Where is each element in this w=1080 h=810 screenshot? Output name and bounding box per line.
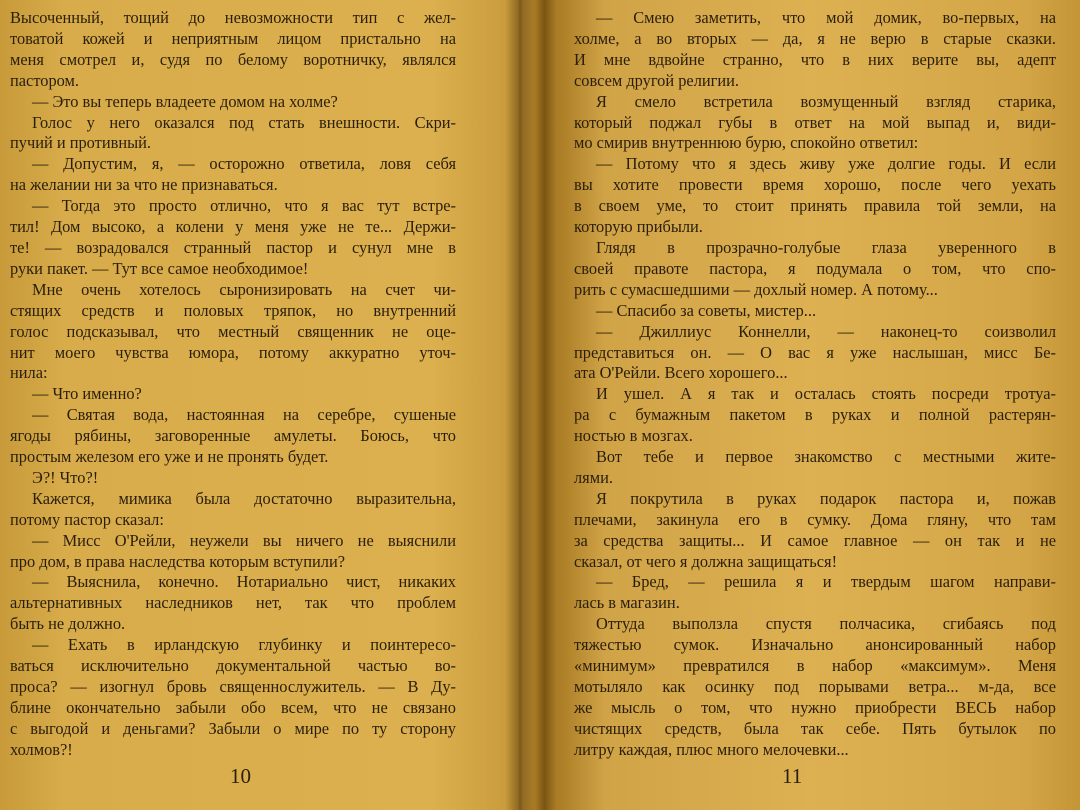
text-line: за средства защиты... И самое главное — он так и не bbox=[574, 530, 1056, 550]
text-line: — Святая вода, настоянная на серебре, сушеные bbox=[32, 405, 456, 425]
text-line: альтернативных наследников нет, так что проблем bbox=[10, 593, 456, 613]
text-line: ягоды рябины, заговоренные амулеты. Боюсь, что bbox=[10, 426, 456, 446]
text-line: стящих средств и половых тряпок, но внутренний bbox=[10, 300, 456, 320]
text-line: простым железом его уже и не пронять будет. bbox=[10, 447, 329, 467]
text-line: — Бред, — решила я и твердым шагом направи- bbox=[596, 572, 1056, 592]
text-line: про дом, в права наследства которым вступили? bbox=[10, 551, 346, 571]
text-line: нила: bbox=[10, 363, 48, 383]
text-line: ностью в мозгах. bbox=[574, 426, 693, 446]
right-page-number: 11 bbox=[782, 764, 803, 788]
text-line: — Ехать в ирландскую глубинку и поинтересо- bbox=[32, 635, 456, 655]
left-page-number: 10 bbox=[230, 764, 251, 788]
text-line: совсем другой религии. bbox=[574, 70, 740, 90]
text-line: ра с бумажным пакетом в руках и полной растерян- bbox=[574, 405, 1056, 425]
right-page-text bbox=[574, 8, 1056, 761]
text-line: рить с сумасшедшими — дохлый номер. А потому... bbox=[574, 279, 938, 299]
text-line: ата О'Рейли. Всего хорошего... bbox=[574, 363, 788, 383]
text-line: который поджал губы в ответ на мой выпад и, види- bbox=[574, 112, 1056, 132]
text-line: — Смею заметить, что мой домик, во-первых, на bbox=[596, 8, 1056, 27]
text-line: — Это вы теперь владеете домом на холме? bbox=[32, 91, 338, 111]
text-line: лась в магазин. bbox=[574, 593, 680, 613]
text-line: «минимум» превратился в набор «максимум». Меня bbox=[574, 656, 1056, 676]
text-line: плечами, закинула его в сумку. Дома гляну, что там bbox=[574, 509, 1056, 529]
text-line: — Выяснила, конечно. Нотариально чист, никаких bbox=[32, 572, 456, 592]
text-line: Э?! Что?! bbox=[32, 467, 99, 487]
text-line: блине окончательно забыли обо всем, что не связано bbox=[10, 697, 456, 717]
text-line: на желании ни за что не признаваться. bbox=[10, 175, 278, 195]
left-page bbox=[0, 0, 520, 810]
text-line: Мне очень хотелось сыронизировать на счет чи- bbox=[32, 279, 456, 299]
text-line: в своем уме, то стоит принять правила той земли, на bbox=[574, 196, 1056, 216]
text-line: пучий и противный. bbox=[10, 133, 151, 153]
text-line: товатой кожей и неприятным лицом пристально на bbox=[10, 28, 456, 48]
left-page-text bbox=[10, 8, 456, 761]
text-line: голос подсказывал, что местный священник не оце- bbox=[10, 321, 456, 341]
text-line: Вот тебе и первое знакомство с местными жите- bbox=[596, 447, 1056, 467]
text-line: своей правоте пастора, я подумала о том, что спо- bbox=[574, 258, 1056, 278]
text-line: Голос у него оказался под стать внешности. Скри- bbox=[32, 112, 456, 132]
text-line: с выгодой и деньгами? Забыли о мире по ту сторону bbox=[10, 718, 456, 738]
text-line: потому пастор сказал: bbox=[10, 509, 164, 529]
text-line: ваться исключительно документальной частью во- bbox=[10, 656, 456, 676]
text-line: те! — возрадовался странный пастор и сунул мне в bbox=[10, 237, 456, 257]
text-line: — Что именно? bbox=[32, 384, 142, 404]
text-line: — Мисс О'Рейли, неужели вы ничего не выяснили bbox=[32, 530, 456, 550]
text-line: же мысль о том, что нужно приобрести ВЕСЬ набор bbox=[574, 697, 1056, 717]
text-line: Высоченный, тощий до невозможности тип с жел- bbox=[10, 8, 456, 27]
text-line: проса? — изогнул бровь священнослужитель. — В Ду- bbox=[10, 677, 456, 696]
text-line: нит моего чувства юмора, потому аккуратно уточ- bbox=[10, 342, 456, 362]
text-line: — Спасибо за советы, мистер... bbox=[596, 300, 817, 320]
text-line: руки пакет. — Тут все самое необходимое! bbox=[10, 258, 309, 278]
text-line: холмов?! bbox=[10, 739, 73, 759]
text-line: лями. bbox=[574, 467, 613, 487]
text-line: литру каждая, плюс много мелочевки... bbox=[574, 739, 849, 759]
text-line: меня смотрел и, судя по белому воротничку, являлся bbox=[10, 49, 456, 69]
text-line: мо смирив внутреннюю бурю, спокойно ответил: bbox=[574, 133, 919, 153]
text-line: Кажется, мимика была достаточно выразительна, bbox=[32, 488, 456, 508]
text-line: которую прибыли. bbox=[574, 217, 703, 237]
text-line: холме, а во вторых — да, я не верю в старые сказки. bbox=[574, 28, 1056, 48]
text-line: тяжестью сумок. Изначально анонсированный набор bbox=[574, 635, 1056, 655]
text-line: мотыляло как осинку под порывами ветра... м-да, все bbox=[574, 677, 1056, 696]
text-line: Я покрутила в руках подарок пастора и, пожав bbox=[596, 488, 1056, 508]
text-line: представиться он. — О вас я уже наслышан, мисс Бе- bbox=[574, 342, 1056, 362]
text-line: — Потому что я здесь живу уже долгие годы. И если bbox=[596, 154, 1056, 174]
text-line: Оттуда выползла спустя полчасика, сгибаясь под bbox=[596, 614, 1056, 634]
text-line: — Тогда это просто отлично, что я вас тут встре- bbox=[32, 196, 456, 216]
text-line: — Джиллиус Коннелли, — наконец-то соизволил bbox=[596, 321, 1056, 341]
text-line: сказал, от чего я должна защищаться! bbox=[574, 551, 838, 571]
text-line: Глядя в прозрачно-голубые глаза уверенного в bbox=[596, 237, 1056, 257]
text-line: И ушел. А я так и осталась стоять посреди тротуа- bbox=[596, 384, 1056, 404]
text-line: И мне вдвойне странно, что в них верите вы, адепт bbox=[574, 49, 1056, 69]
text-line: пастором. bbox=[10, 70, 80, 90]
text-line: быть не должно. bbox=[10, 614, 126, 634]
text-line: Я смело встретила возмущенный взгляд старика, bbox=[596, 91, 1056, 111]
text-line: тил! Дом высоко, а колени у меня уже не те... Держи- bbox=[10, 217, 456, 237]
text-line: вы хотите провести время хорошо, после чего уехать bbox=[574, 175, 1056, 195]
right-page bbox=[530, 0, 1080, 810]
text-line: чистящих средств, была так себе. Пять бутылок по bbox=[574, 718, 1056, 738]
text-line: — Допустим, я, — осторожно ответила, ловя себя bbox=[32, 154, 456, 174]
